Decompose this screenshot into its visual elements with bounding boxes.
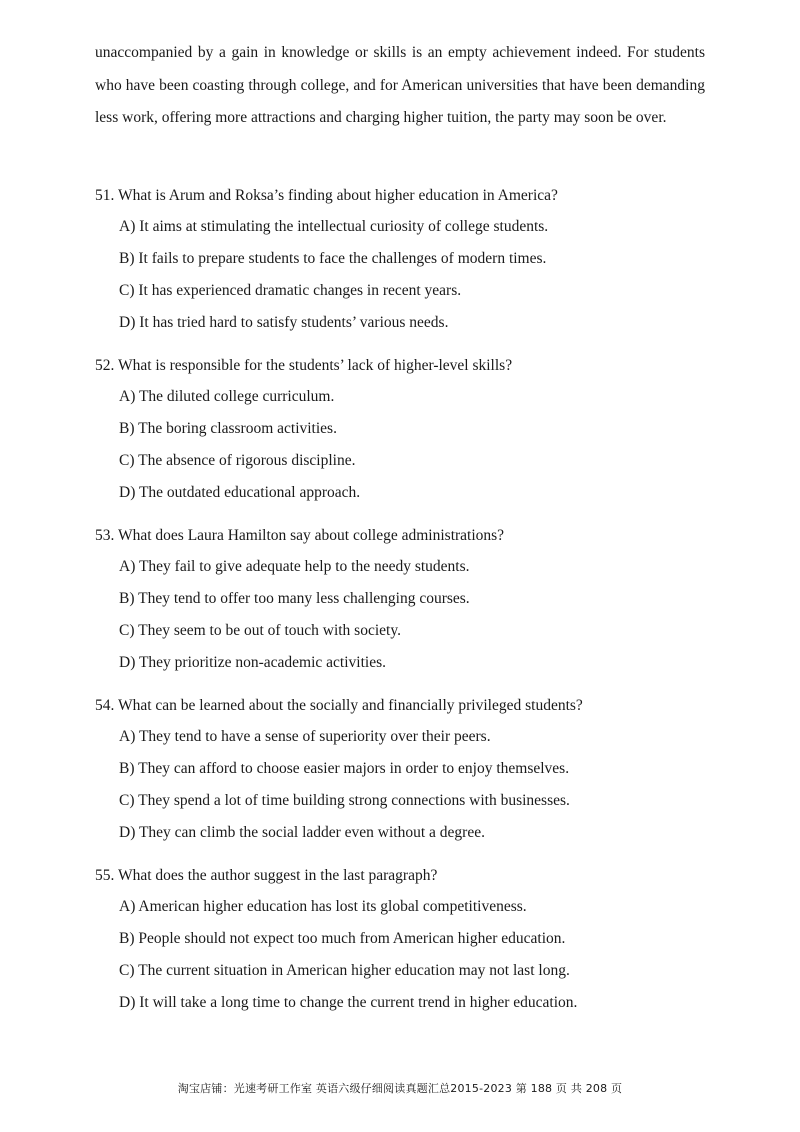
question-51	[95, 180, 715, 339]
option-c: C) They seem to be out of touch with society.	[119, 622, 401, 639]
question-55	[95, 860, 715, 1019]
question-54	[95, 690, 715, 849]
question-stem: 55. What does the author suggest in the last paragraph?	[95, 867, 438, 884]
question-52	[95, 350, 715, 509]
option-d: D) The outdated educational approach.	[119, 484, 361, 501]
option-d: D) It will take a long time to change the current trend in higher education.	[119, 994, 578, 1011]
option-a: A) They fail to give adequate help to the needy students.	[119, 558, 470, 575]
question-stem: 52. What is responsible for the students’ lack of higher-level skills?	[95, 357, 513, 374]
option-a: A) It aims at stimulating the intellectual curiosity of college students.	[119, 218, 549, 235]
option-list	[95, 551, 715, 679]
option-d: D) They can climb the social ladder even without a degree.	[119, 824, 485, 841]
passage-paragraph: unaccompanied by a gain in knowledge or skills is an empty achievement indeed. For students who have been coasting through college, and for American universities that have been demanding less work, offering more attractions and charging higher tuition, the party may soon be over.	[95, 44, 705, 126]
option-list	[95, 211, 715, 339]
question-stem: 53. What does Laura Hamilton say about college administrations?	[95, 527, 505, 544]
option-c: C) They spend a lot of time building strong connections with businesses.	[119, 792, 570, 809]
option-c: C) It has experienced dramatic changes in recent years.	[119, 282, 462, 299]
question-stem: 54. What can be learned about the socially and financially privileged students?	[95, 697, 583, 714]
question-53	[95, 520, 715, 679]
page-footer: 淘宝店铺：光速考研工作室 英语六级仔细阅读真题汇总2015-2023 第 188 页 共 208 页	[177, 1082, 623, 1095]
option-list	[95, 381, 715, 509]
option-c: C) The absence of rigorous discipline.	[119, 452, 356, 469]
option-c: C) The current situation in American higher education may not last long.	[119, 962, 570, 979]
option-b: B) The boring classroom activities.	[119, 420, 337, 437]
option-b: B) They can afford to choose easier majors in order to enjoy themselves.	[119, 760, 570, 777]
option-b: B) It fails to prepare students to face the challenges of modern times.	[119, 250, 547, 267]
option-d: D) It has tried hard to satisfy students’ various needs.	[119, 314, 449, 331]
question-list	[95, 180, 715, 1030]
option-list	[95, 721, 715, 849]
option-list	[95, 891, 715, 1019]
option-b: B) They tend to offer too many less challenging courses.	[119, 590, 470, 607]
option-a: A) The diluted college curriculum.	[119, 388, 335, 405]
question-stem: 51. What is Arum and Roksa’s finding about higher education in America?	[95, 187, 558, 204]
option-b: B) People should not expect too much from American higher education.	[119, 930, 566, 947]
option-d: D) They prioritize non-academic activities.	[119, 654, 386, 671]
option-a: A) They tend to have a sense of superiority over their peers.	[119, 728, 491, 745]
option-a: A) American higher education has lost its global competitiveness.	[119, 898, 527, 915]
